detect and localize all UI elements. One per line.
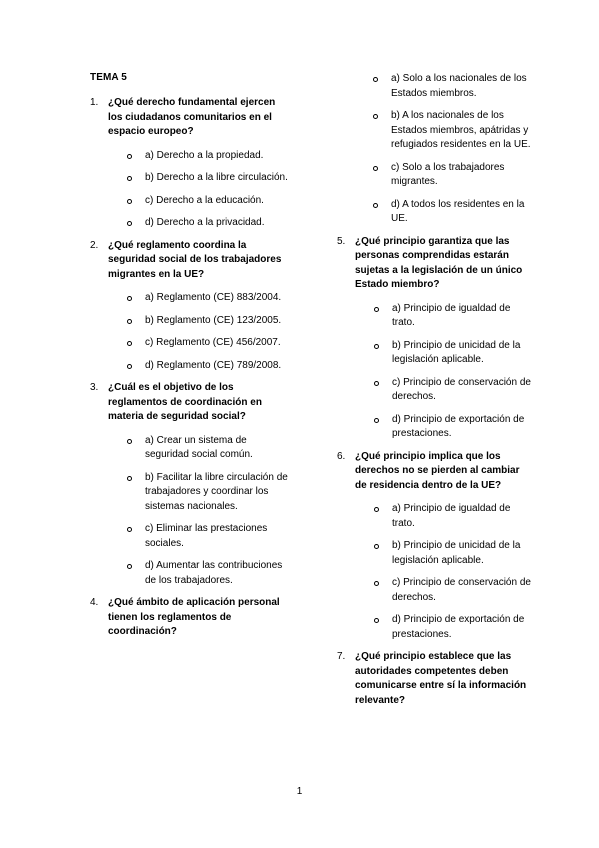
option-text: d) Principio de exportación de prestaciones. — [392, 413, 525, 439]
option-text: a) Principio de igualdad de trato. — [392, 302, 511, 328]
option-item — [374, 339, 532, 368]
question-6 — [337, 450, 532, 643]
option-item — [127, 171, 290, 186]
question-number: 5. — [337, 235, 346, 247]
circle-bullet-icon — [373, 166, 378, 171]
option-item — [374, 576, 532, 605]
question-7 — [337, 650, 532, 708]
option-text: a) Derecho a la propiedad. — [145, 149, 264, 161]
question-number: 7. — [337, 651, 346, 662]
option-text: a) Reglamento (CE) 883/2004. — [145, 292, 282, 303]
question-text: ¿Qué ámbito de aplicación personal tienen los reglamentos de coordinación? — [108, 597, 280, 637]
circle-bullet-icon — [373, 203, 378, 208]
circle-bullet-icon — [127, 296, 132, 301]
question-text: ¿Qué principio garantiza que las personas comprendidas estarán sujetas a la legislación de un único Estado miembro? — [355, 235, 523, 290]
option-text: c) Eliminar las prestaciones sociales. — [145, 523, 268, 549]
circle-bullet-icon — [374, 381, 379, 386]
option-text: a) Principio de igualdad de trato. — [392, 503, 511, 529]
option-text: b) Facilitar la libre circulación de trabajadores y coordinar los sistemas nacionales. — [145, 471, 288, 512]
circle-bullet-icon — [374, 307, 379, 312]
option-text: a) Crear un sistema de seguridad social común. — [145, 434, 253, 460]
question-number: 2. — [90, 239, 99, 251]
page-title: TEMA 5 — [90, 72, 127, 83]
question-text: ¿Cuál es el objetivo de los reglamentos de coordinación en materia de seguridad social? — [108, 382, 262, 422]
circle-bullet-icon — [374, 581, 379, 586]
option-item — [127, 149, 290, 164]
option-item — [373, 161, 532, 190]
option-text: d) Derecho a la privacidad. — [145, 217, 265, 228]
option-item — [127, 336, 290, 351]
question-3 — [90, 381, 290, 588]
option-text: b) A los nacionales de los Estados miembros, apátridas y refugiados residentes en la UE. — [391, 110, 531, 150]
option-item — [374, 302, 532, 331]
question-number: 3. — [90, 382, 99, 393]
circle-bullet-icon — [127, 176, 132, 181]
option-item — [374, 376, 532, 405]
option-text: c) Reglamento (CE) 456/2007. — [145, 337, 281, 348]
options-list — [108, 291, 290, 373]
circle-bullet-icon — [127, 364, 132, 369]
option-item — [373, 109, 532, 153]
question-4-options-list — [337, 72, 532, 227]
circle-bullet-icon — [373, 77, 378, 82]
option-text: d) A todos los residentes en la UE. — [391, 198, 525, 224]
circle-bullet-icon — [127, 527, 132, 532]
option-text: a) Solo a los nacionales de los Estados miembros. — [391, 73, 527, 99]
question-1 — [90, 96, 290, 231]
option-item — [127, 216, 290, 231]
options-list — [355, 502, 532, 642]
option-item — [374, 539, 532, 568]
option-item — [127, 522, 290, 551]
circle-bullet-icon — [127, 564, 132, 569]
option-text: d) Principio de exportación de prestaciones. — [392, 614, 525, 640]
option-text: b) Principio de unicidad de la legislación aplicable. — [392, 540, 521, 566]
option-item — [127, 359, 290, 374]
option-text: d) Aumentar las contribuciones de los trabajadores. — [145, 560, 283, 586]
question-2 — [90, 239, 290, 374]
options-list — [355, 302, 532, 442]
option-text: b) Reglamento (CE) 123/2005. — [145, 314, 282, 326]
option-item — [373, 72, 532, 101]
option-item — [373, 198, 532, 227]
circle-bullet-icon — [374, 344, 379, 349]
option-item — [374, 413, 532, 442]
question-number: 4. — [90, 597, 99, 608]
question-text: ¿Qué reglamento coordina la seguridad social de los trabajadores migrantes en la UE? — [108, 239, 282, 280]
circle-bullet-icon — [374, 544, 379, 549]
option-item — [374, 502, 532, 531]
question-text: ¿Qué principio establece que las autoridades competentes deben comunicarse entre sí la información relevante? — [355, 651, 527, 706]
option-item — [127, 434, 290, 463]
options-list — [108, 434, 290, 589]
option-item — [127, 291, 290, 306]
question-number: 1. — [90, 97, 99, 108]
circle-bullet-icon — [374, 418, 379, 423]
question-number: 6. — [337, 450, 346, 462]
option-text: d) Reglamento (CE) 789/2008. — [145, 359, 282, 371]
circle-bullet-icon — [127, 476, 132, 481]
circle-bullet-icon — [127, 439, 132, 444]
option-item — [127, 471, 290, 515]
left-column — [90, 72, 290, 645]
option-text: c) Solo a los trabajadores migrantes. — [391, 161, 505, 187]
circle-bullet-icon — [127, 319, 132, 324]
option-item — [374, 613, 532, 642]
circle-bullet-icon — [127, 341, 132, 346]
option-text: c) Derecho a la educación. — [145, 194, 264, 206]
circle-bullet-icon — [373, 114, 378, 119]
circle-bullet-icon — [374, 507, 379, 512]
option-text: c) Principio de conservación de derechos. — [392, 376, 531, 402]
question-text: ¿Qué principio implica que los derechos no se pierden al cambiar de residencia dentro de la UE? — [355, 450, 520, 491]
page-number: 1 — [296, 786, 303, 797]
option-text: b) Derecho a la libre circulación. — [145, 172, 288, 183]
option-item — [127, 194, 290, 209]
question-4 — [90, 596, 290, 640]
circle-bullet-icon — [374, 618, 379, 623]
circle-bullet-icon — [127, 199, 132, 204]
option-item — [127, 314, 290, 329]
option-text: b) Principio de unicidad de la legislación aplicable. — [392, 339, 521, 365]
option-item — [127, 559, 290, 588]
question-text: ¿Qué derecho fundamental ejercen los ciudadanos comunitarios en el espacio europeo? — [108, 97, 276, 137]
circle-bullet-icon — [127, 154, 132, 159]
options-list — [108, 149, 290, 231]
question-5 — [337, 235, 532, 442]
option-text: c) Principio de conservación de derechos. — [392, 577, 531, 603]
right-column — [337, 72, 532, 713]
circle-bullet-icon — [127, 221, 132, 226]
